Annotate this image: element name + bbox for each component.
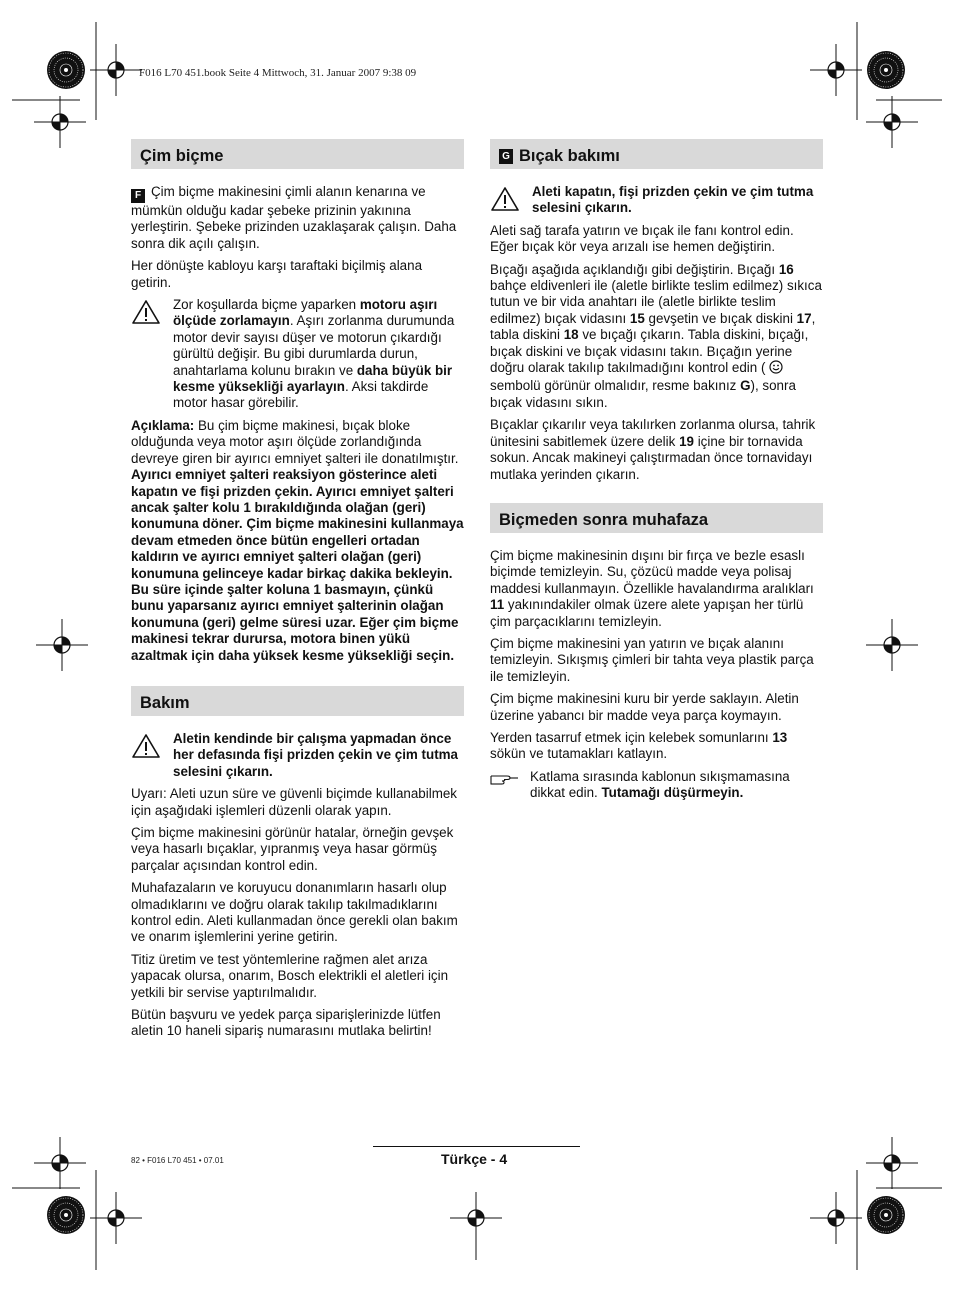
- paragraph: Çim biçme makinesini yan yatırın ve bıçak alanını temizleyin. Sıkışmış çimleri bir tahta veya plastik parça ile temizleyin.: [490, 635, 814, 684]
- left-column: [131, 139, 464, 1046]
- warning-triangle-icon: [131, 297, 165, 412]
- note-block: Katlama sırasında kablonun sıkışmamasına dikkat edin. Tutamağı düşürmeyin.: [490, 769, 823, 802]
- paragraph: Bıçaklar çıkarılır veya takılırken zorlanma olursa, tahrik ünitesini sabitlemek üzere delik 19 içine bir tornavida sokun. Ancak makineyi çalıştırmadan önce tornavidayı mutlaka yerinden çıkarın.: [490, 417, 816, 482]
- figure-letter-f: F: [131, 189, 145, 203]
- paragraph: Titiz üretim ve test yöntemlerine rağmen alet arıza yapacak olursa, onarım, Bosch elektrikli el aletleri için yetkili bir servise yaptırılmalıdır.: [131, 951, 449, 1000]
- paragraph: Çim biçme makinesinin dışını bir fırça ve bezle esaslı biçimde temizleyin. Su, çözücü madde veya polisaj maddesi kullanmayın. Özellikle havalandırma aralıkları 11 yakınındakiler olmak üzere alete yapışan her türlü çim parçacıklarını temizleyin.: [490, 547, 814, 629]
- pointing-hand-icon: [490, 769, 522, 802]
- warning-block: Zor koşullarda biçme yaparken motoru aşırı ölçüde zorlamayın. Aşırı zorlanma durumunda motor devir sayısı düşer ve motorun çıkardığı gürültü değişir. Bu gibi durumlarda durun, anahtarlama kolunu bırakın ve daha büyük bir kesme yüksekliği ayarlayın. Aksi takdirde motor hasar görebilir.: [131, 297, 464, 412]
- paragraph: Açıklama: Bu çim biçme makinesi, bıçak bloke olduğunda veya motor aşırı ölçüde zorlandığında devreye giren bir ayırıcı emniyet şalteri ile donatılmıştır. Ayırıcı emniyet şalteri reaksiyon gösterince aleti kapatın ve fişi prizden çekin. Ayırıcı emniyet şalteri ancak şalter kolu 1 bırakıldığında olağan (geri) konumuna döner. Çim biçme makinesini kullanmaya devam etmeden önce bütün engelleri ortadan kaldırın ve ayırıcı emniyet şalteri olağan (geri) konumuna gelinceye kadar birkaç dakika bekleyin. Bu süre içinde şalter koluna 1 basmayın, çünkü bunu yaparsanız ayırıcı emniyet şalterinin olağan konumuna (geri) gelme süresi uzar. Eğer çim biçme makinesi tekrar durursa, motora binen yükü azaltmak için daha yüksek kesme yüksekliği seçin.: [131, 417, 464, 663]
- section-heading-blade-care: G Bıçak bakımı: [490, 139, 823, 169]
- section-heading-mowing: Çim biçme: [131, 139, 464, 169]
- smiley-icon: [769, 360, 783, 378]
- paragraph: Çim biçme makinesini kuru bir yerde saklayın. Aletin üzerine yabancı bir madde veya parça koymayın.: [490, 691, 799, 723]
- warning-triangle-icon: [131, 731, 165, 780]
- section-heading-maintenance: Bakım: [131, 686, 464, 716]
- right-column: [490, 139, 823, 802]
- paragraph: Bütün başvuru ve yedek parça siparişlerinizde lütfen aletin 10 haneli sipariş numarasını mutlaka belirtin!: [131, 1007, 441, 1039]
- print-header: F016 L70 451.book Seite 4 Mittwoch, 31. Januar 2007 9:38 09: [139, 67, 417, 79]
- paragraph: Uyarı: Aleti uzun süre ve güvenli biçimde kullanabilmek için aşağıdaki işlemleri düzenli olarak yapın.: [131, 786, 457, 818]
- warning-triangle-icon: [490, 184, 524, 217]
- paragraph: Yerden tasarruf etmek için kelebek somunlarını 13 sökün ve tutamakları katlayın.: [490, 729, 788, 762]
- page-number: Türkçe - 4: [441, 1151, 508, 1167]
- figure-letter-g: G: [499, 149, 513, 164]
- warning-block: Aletin kendinde bir çalışma yapmadan önce her defasında fişi prizden çekin ve çim tutma selesini çıkarın.: [131, 731, 464, 780]
- paragraph: Aleti sağ tarafa yatırın ve bıçak ile fanı kontrol edin. Eğer bıçak kör veya arızalı ise hemen değiştirin.: [490, 222, 794, 255]
- paragraph: F Çim biçme makinesini çimli alanın kenarına ve mümkün olduğu kadar şebeke prizinin yakınına yerleştirin. Şebeke prizinden uzaklaşarak çalışın. Daha sonra dik açılı çalışın.: [131, 184, 457, 251]
- paragraph: Bıçağı aşağıda açıklandığı gibi değiştirin. Bıçağı 16 bahçe eldivenleri ile (aletle birlikte teslim edilmez) sıkıca tutun ve bir vida anahtarı ile (aletle birlikte teslim edilmez) bıçak vidasını 15 gevşetin ve bıçak diskini 17, tabla diskini 18 ve bıçağı çıkarın. Tabla diskini, bıçağı, bıçak diskini ve bıçak vidasını takın. Bıçağın yerine doğru olarak takılıp takılmadığını kontrol edin ( sembolü görünür olmalıdır, resme bakınız G), sonra bıçak vidasını sıkın.: [490, 261, 822, 410]
- paragraph: Her dönüşte kabloyu karşı taraftaki biçilmiş alana getirin.: [131, 258, 423, 290]
- paragraph: Çim biçme makinesini görünür hatalar, örneğin gevşek veya hasarlı bıçaklar, yıpranmış veya hasar görmüş parçalar açısından kontrol edin.: [131, 825, 454, 873]
- warning-block: Aleti kapatın, fişi prizden çekin ve çim tutma selesini çıkarın.: [490, 184, 823, 217]
- paragraph: Muhafazaların ve koruyucu donanımların hasarlı olup olmadıklarını ve doğru olarak takılıp takılmadıklarını kontrol edin. Aleti kullanmadan önce gerekli olan bakım ve onarım işlemlerini yerine getirin.: [131, 880, 458, 945]
- section-heading-storage: Biçmeden sonra muhafaza: [490, 503, 823, 533]
- footer-code: 82 • F016 L70 451 • 07.01: [131, 1156, 224, 1165]
- footer-rule: [373, 1146, 580, 1147]
